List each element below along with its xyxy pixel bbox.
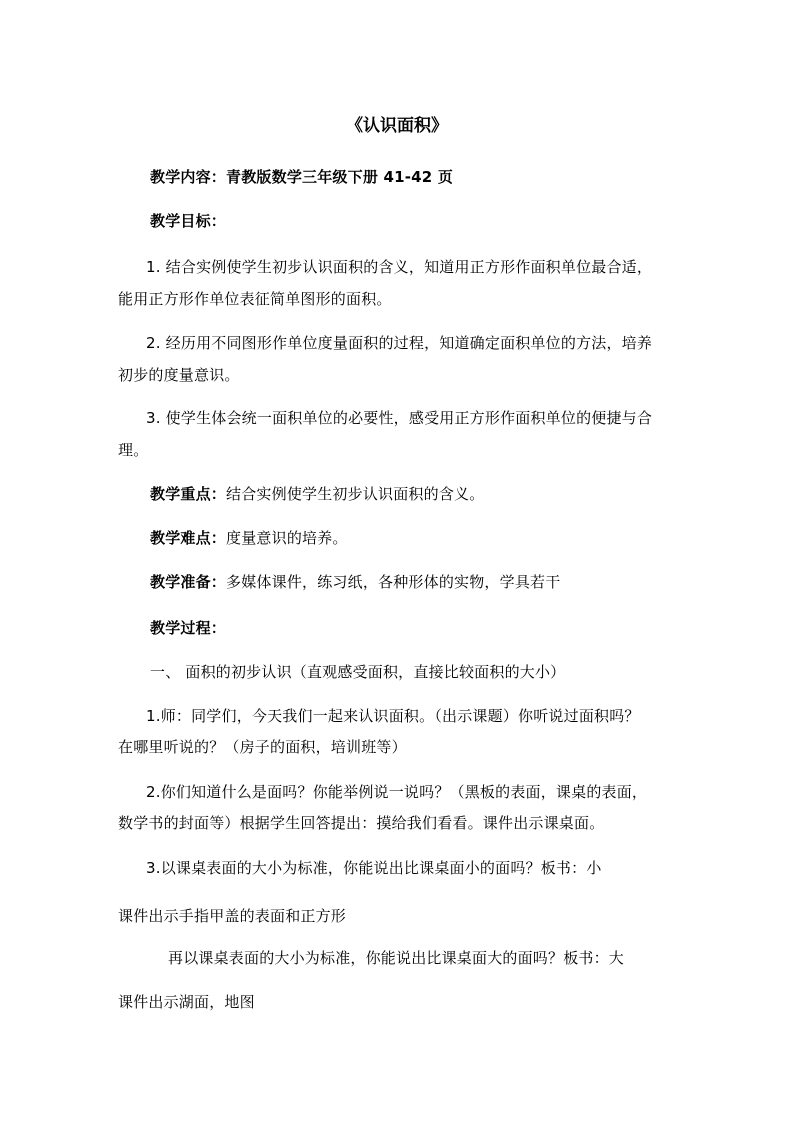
key-point: [150, 484, 484, 504]
step-3-line-2: 课件出示手指甲盖的表面和正方形: [118, 907, 347, 925]
step-1-line-1: 1.师：同学们，今天我们一起来认识面积。（出示课题）你听说过面积吗？: [146, 707, 640, 725]
section-1-heading: 一、 面积的初步认识（直观感受面积，直接比较面积的大小）: [150, 663, 566, 681]
objective-2-line-2: 初步的度量意识。: [118, 366, 240, 384]
objective-1-line-2: 能用正方形作单位表征简单图形的面积。: [118, 290, 392, 308]
difficulty: [150, 528, 348, 548]
step-1-line-2: 在哪里听说的？（房子的面积，培训班等）: [118, 738, 407, 756]
objective-2-line-1: 2. 经历用不同图形作单位度量面积的过程，知道确定面积单位的方法，培养: [146, 334, 653, 352]
preparation-value: 多媒体课件，练习纸，各种形体的实物，学具若干: [226, 573, 561, 591]
document-title: 《认识面积》: [346, 116, 448, 136]
preparation: [150, 572, 560, 592]
step-2-line-2: 数学书的封面等）根据学生回答提出：摸给我们看看。课件出示课桌面。: [118, 814, 605, 832]
step-3-line-3: 再以课桌表面的大小为标准，你能说出比课桌面大的面吗？板书：大: [168, 949, 625, 967]
key-point-value: 结合实例使学生初步认识面积的含义。: [226, 485, 485, 503]
step-2-line-1: 2.你们知道什么是面吗？你能举例说一说吗？（黑板的表面，课桌的表面，: [146, 783, 648, 801]
step-3-line-4: 课件出示湖面，地图: [118, 993, 255, 1011]
key-point-label: 教学重点：: [150, 485, 227, 503]
process-label: 教学过程：: [150, 619, 227, 637]
objective-3-line-2: 理。: [118, 441, 149, 459]
objectives-label: 教学目标：: [150, 212, 227, 230]
objective-3-line-1: 3. 使学生体会统一面积单位的必要性，感受用正方形作面积单位的便捷与合: [146, 409, 653, 427]
difficulty-value: 度量意识的培养。: [226, 529, 348, 547]
difficulty-label: 教学难点：: [150, 529, 227, 547]
teaching-content-label: 教学内容：: [150, 168, 227, 186]
step-3-line-1: 3.以课桌表面的大小为标准，你能说出比课桌面小的面吗？板书：小: [146, 859, 602, 877]
objective-1-line-1: 1. 结合实例使学生初步认识面积的含义，知道用正方形作面积单位最合适，: [146, 258, 653, 276]
teaching-content: [150, 167, 453, 187]
preparation-label: 教学准备：: [150, 573, 227, 591]
teaching-content-value: 青教版数学三年级下册 41-42 页: [226, 168, 454, 186]
